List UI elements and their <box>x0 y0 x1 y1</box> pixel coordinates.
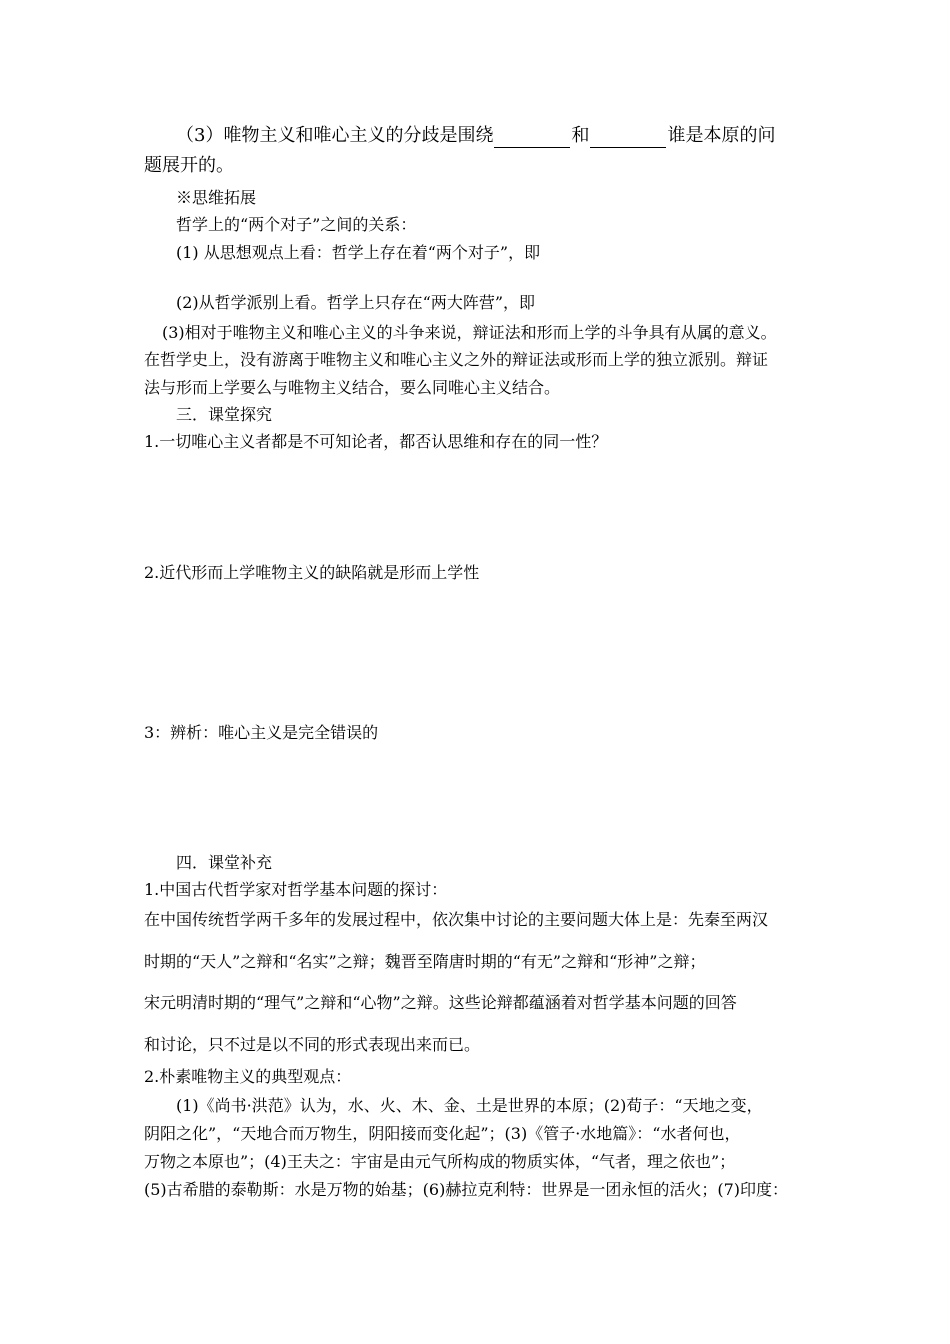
inquiry-question-2: 2.近代形而上学唯物主义的缺陷就是形而上学性 <box>144 563 480 582</box>
supplement-2-line-3: 万物之本原也”；(4)王夫之：宇宙是由元气所构成的物质实体，“气者，理之依也”； <box>144 1152 736 1171</box>
fill-blank-2[interactable] <box>590 129 666 148</box>
extension-item-2: (2)从哲学派别上看。哲学上只存在“两大阵营”，即 <box>176 293 536 312</box>
supplement-2-line-2: 阴阳之化”，“天地合而万物生，阴阳接而变化起”；(3)《管子·水地篇》：“水者何也， <box>144 1124 741 1143</box>
supplement-2-line-1: (1)《尚书·洪范》认为，水、火、木、金、土是世界的本原；(2)荀子：“天地之变， <box>176 1096 763 1115</box>
section-4-heading: 四．课堂补充 <box>176 853 273 872</box>
supplement-1-title: 1.中国古代哲学家对哲学基本问题的探讨： <box>144 880 448 899</box>
supplement-1-line-2: 时期的“天人”之辩和“名实”之辩；魏晋至隋唐时期的“有无”之辩和“形神”之辩； <box>144 952 706 971</box>
section-3-heading: 三．课堂探究 <box>176 405 273 424</box>
question-3-line-1 <box>176 124 775 148</box>
extension-intro: 哲学上的“两个对子”之间的关系： <box>176 215 417 234</box>
inquiry-question-3: 3：辨析：唯心主义是完全错误的 <box>144 723 379 742</box>
supplement-1-line-1: 在中国传统哲学两千多年的发展过程中，依次集中讨论的主要问题大体上是：先秦至两汉 <box>144 910 769 929</box>
supplement-1-line-3: 宋元明清时期的“理气”之辩和“心物”之辩。这些论辩都蕴涵着对哲学基本问题的回答 <box>144 993 737 1012</box>
question-3-text-3: 谁是本原的问 <box>667 125 776 146</box>
extension-item-1: (1) 从思想观点上看：哲学上存在着“两个对子”，即 <box>176 243 541 262</box>
inquiry-question-1: 1.一切唯心主义者都是不可知论者，都否认思维和存在的同一性？ <box>144 432 608 451</box>
question-3-text-1: （3）唯物主义和唯心主义的分歧是围绕 <box>176 125 494 146</box>
question-3-line-2: 题展开的。 <box>144 155 234 176</box>
supplement-1-line-4: 和讨论，只不过是以不同的形式表现出来而已。 <box>144 1035 481 1054</box>
extension-item-3-line-2: 在哲学史上，没有游离于唯物主义和唯心主义之外的辩证法或形而上学的独立派别。辩证 <box>144 350 769 369</box>
supplement-2-title: 2.朴素唯物主义的典型观点： <box>144 1067 352 1086</box>
question-3-text-2: 和 <box>571 125 590 146</box>
extension-item-3-line-3: 法与形而上学要么与唯物主义结合，要么同唯心主义结合。 <box>144 378 561 397</box>
extension-heading: ※思维拓展 <box>176 188 257 207</box>
fill-blank-1[interactable] <box>494 129 570 148</box>
extension-item-3-line-1: (3)相对于唯物主义和唯心主义的斗争来说，辩证法和形而上学的斗争具有从属的意义。 <box>162 323 777 342</box>
supplement-2-line-4: (5)古希腊的泰勒斯：水是万物的始基；(6)赫拉克利特：世界是一团永恒的活火；(7)印度： <box>144 1180 788 1199</box>
